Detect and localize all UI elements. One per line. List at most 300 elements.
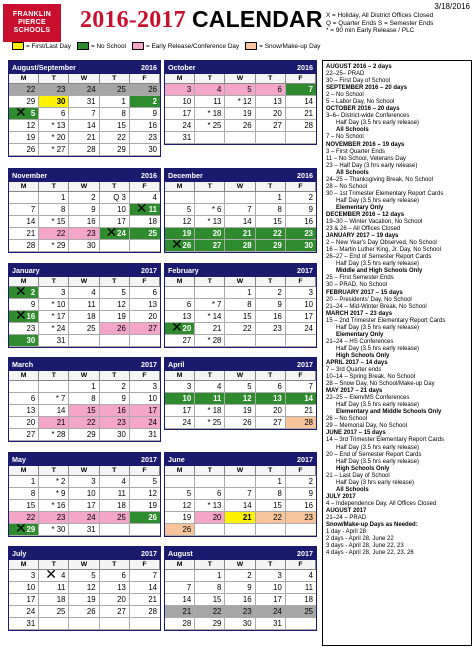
day-cell: 2 [225,570,255,582]
day-cell: 1 [39,192,69,204]
month-block [164,263,317,348]
key-line: X = Holiday, All District Offices Closed [326,12,434,19]
weekday-header: T [39,466,69,476]
day-cell: 9 [225,582,255,594]
day-cell: * 29 [39,240,69,252]
weekday-header: W [225,371,255,381]
month-year: 2017 [297,360,313,369]
day-cell: 18 [39,594,69,606]
day-cell: 1 [9,476,39,488]
weekday-header: T [195,466,225,476]
day-cell: 22 [256,228,286,240]
day-cell: 10 [256,582,286,594]
day-cell: Q 3 [100,192,130,204]
month-block [164,60,317,145]
day-cell: 1 [100,96,130,108]
day-cell: 19 [225,108,255,120]
month-summary-heading: FEBRUARY 2017 – 15 days [326,289,403,296]
day-cell: 27 [256,120,286,132]
day-cell [130,618,160,630]
month-year: 2016 [141,171,157,180]
month-summary-heading: SEPTEMBER 2016 – 20 days [326,85,408,92]
month-summary-heading: JULY 2017 [326,493,356,500]
day-cell: 20 [256,108,286,120]
day-cell: 23 [256,323,286,335]
date-note: 25 – First Semester Ends [326,275,394,282]
weekday-header: M [9,560,39,570]
weekday-header: F [130,560,160,570]
month-year: 2017 [141,549,157,558]
month-grid [165,182,316,252]
title-word: CALENDAR [192,6,323,32]
day-cell: 10 [165,96,195,108]
day-cell: 27 [165,335,195,347]
day-cell: 4 [286,570,316,582]
day-cell: 5 [225,381,255,393]
month-grid [165,277,316,347]
day-cell: 24 [165,417,195,429]
day-cell: 21 [39,417,69,429]
day-cell: * 28 [195,335,225,347]
month-summary-heading: JANUARY 2017 – 19 days [326,233,399,240]
day-cell: 26 [69,606,99,618]
day-cell: 5 [69,570,99,582]
day-cell: 3 [130,381,160,393]
day-cell: 30 [39,96,69,108]
day-cell: 10 [100,204,130,216]
date-note: 3–6– District-wide Conferences [326,113,410,120]
weekday-header: T [195,182,225,192]
day-cell: 2 ✕ [9,287,39,299]
day-cell: 20 ✕ [165,323,195,335]
month-summary-heading: APRIL 2017 – 14 days [326,359,388,366]
day-cell: 19 [165,512,195,524]
day-cell: 6 [195,488,225,500]
day-cell: 1 [195,570,225,582]
day-cell: 26 [225,417,255,429]
date-note: Elementary and Middle Schools Only [336,409,442,416]
day-cell: 11 [286,582,316,594]
day-cell: 11 [69,299,99,311]
day-cell: 3 [256,570,286,582]
weekday-header: F [286,74,316,84]
date-note: Elementary Only [336,204,384,211]
day-cell: 28 [286,417,316,429]
swatch-pink [132,42,144,50]
weekday-header: W [69,371,99,381]
day-cell: 12 [9,120,39,132]
day-cell: 26 [100,323,130,335]
day-cell: 7 [286,381,316,393]
day-cell: 5 [130,476,160,488]
month-year: 2016 [297,63,313,72]
weekday-header: T [100,560,130,570]
day-cell: 28 [286,120,316,132]
day-cell: * 13 [195,500,225,512]
date-note: 22–25– PRAD [326,71,365,78]
day-cell: 29 [256,240,286,252]
month-name: February [168,266,199,275]
color-legend [12,40,322,52]
swatch-orange [245,42,257,50]
day-cell: 14 [286,96,316,108]
date-note: 28 – No School [326,183,368,190]
day-cell [130,335,160,347]
day-cell: 2 [256,287,286,299]
day-cell: 3 [39,287,69,299]
month-summary-heading: AUGUST 2016 – 2 days [326,64,392,70]
weekday-header: F [286,466,316,476]
date-note: 21–24 – Mid-Winter Break, No School [326,303,427,310]
day-cell: 5 ✕ [9,108,39,120]
day-cell: 30 [130,144,160,156]
weekday-header: T [256,371,286,381]
day-cell: 15 [9,500,39,512]
month-block [8,357,161,442]
weekday-header: W [69,277,99,287]
day-cell: 20 [130,311,160,323]
date-note: 20 – Presidents' Day, No School [326,296,412,303]
day-cell: * 7 [39,393,69,405]
month-block [8,168,161,253]
day-cell [256,132,286,144]
day-cell: 23 [225,606,255,618]
weekday-header: T [256,277,286,287]
month-header [165,264,316,277]
day-cell [225,476,255,488]
day-cell [165,192,195,204]
weekday-header: T [195,371,225,381]
day-cell: 10 [165,393,195,405]
day-cell: 14 [165,594,195,606]
day-cell: 5 [165,204,195,216]
day-cell: 14 [130,582,160,594]
day-cell [195,476,225,488]
weekday-header: F [130,466,160,476]
date-note: 10–14 – Spring Break, No School [326,374,416,381]
day-cell: 15 [256,500,286,512]
day-cell: 17 [256,594,286,606]
day-cell [225,524,255,536]
day-cell: 25 [130,228,160,240]
date-note: 30 – PRAD, No School [326,282,388,289]
legend-first-last-day: = First/Last Day [12,42,71,50]
day-cell: * 30 [39,524,69,536]
day-cell: 24 [286,323,316,335]
weekday-header: W [225,560,255,570]
weekday-header: T [39,74,69,84]
month-summary-heading: NOVEMBER 2016 – 19 days [326,141,405,148]
title-year: 2016-2017 [80,7,186,33]
day-cell: 24 [165,120,195,132]
day-cell: * 27 [39,144,69,156]
day-cell: 23 [130,132,160,144]
day-cell: 22 [69,417,99,429]
day-cell: 10 [69,488,99,500]
date-note: 3 days - April 28, June 22, 23 [326,543,404,550]
day-cell: 8 [100,108,130,120]
day-cell [69,335,99,347]
day-cell: 23 [39,84,69,96]
month-year: 2017 [297,549,313,558]
month-summary-heading: OCTOBER 2016 – 20 days [326,106,400,113]
month-summary-heading: MAY 2017 – 21 days [326,388,383,395]
month-block [164,357,317,430]
day-cell: 27 [195,240,225,252]
month-block [8,60,161,157]
date-note: 30 – 1st Trimester Elementary Report Cards [326,190,444,197]
day-cell: 3 [9,570,39,582]
day-cell: 17 [100,216,130,228]
day-cell [225,192,255,204]
month-header [165,453,316,466]
day-cell [130,240,160,252]
day-cell: * 2 [39,476,69,488]
weekday-header: W [69,182,99,192]
month-header [9,61,160,74]
day-cell: 13 [256,393,286,405]
month-year: 2017 [141,360,157,369]
month-grid [9,182,160,252]
day-cell [256,524,286,536]
day-cell: 12 [165,500,195,512]
day-cell: 3 [165,84,195,96]
day-cell: 29 [195,618,225,630]
month-name: June [168,455,185,464]
month-header [9,264,160,277]
date-note: 30 – First Day of School [326,78,391,85]
day-cell [39,618,69,630]
day-cell: * 17 [39,311,69,323]
date-note: 15 – 2nd Trimester Elementary Report Cards [326,317,446,324]
day-cell: 30 [9,335,39,347]
day-cell [195,524,225,536]
weekday-header: M [165,371,195,381]
date-note: 23 & 26 – All Offices Closed [326,226,401,233]
day-cell: * 13 [195,216,225,228]
weekday-header: M [165,560,195,570]
month-summary-heading: MARCH 2017 – 23 days [326,310,393,317]
day-cell [256,335,286,347]
date-note: 16 – Martin Luther King, Jr. Day, No School [326,247,441,254]
weekday-header: F [130,371,160,381]
day-cell: 14 [225,500,255,512]
day-cell: 1 [225,287,255,299]
day-cell: 23 [69,228,99,240]
weekday-header: M [9,466,39,476]
month-name: July [12,549,27,558]
date-note: High Schools Only [336,465,390,472]
date-note: 2 – No School [326,92,364,99]
day-cell: 16 ✕ [9,311,39,323]
month-year: 2017 [141,266,157,275]
day-cell: 1 [256,476,286,488]
day-cell [9,192,39,204]
day-cell [286,524,316,536]
day-cell: 6 [9,393,39,405]
date-note: 7 – 3rd Quarter ends [326,367,382,374]
weekday-header: T [100,466,130,476]
day-cell: 16 [130,120,160,132]
symbol-key [326,12,470,35]
month-header [165,169,316,182]
day-cell: 29 [100,144,130,156]
day-cell: 10 [9,582,39,594]
day-cell: 1 [256,192,286,204]
day-cell: 12 [100,299,130,311]
day-cell: 12 [130,488,160,500]
day-cell: 8 [256,204,286,216]
month-header [9,358,160,371]
date-note: All Schools [336,486,369,493]
date-note: 2 days - April 28, June 22 [326,536,394,543]
month-name: May [12,455,26,464]
weekday-header: T [256,560,286,570]
day-cell: 30 [69,240,99,252]
day-cell [195,132,225,144]
weekday-header: T [256,466,286,476]
day-cell: 12 [165,216,195,228]
date-note: 26–27 – End of Semester Report Cards [326,254,432,261]
day-cell: 22 [39,228,69,240]
key-line: Q = Quarter Ends S = Semester Ends [326,19,434,27]
day-cell: 18 [100,500,130,512]
day-cell: 18 [130,216,160,228]
day-cell [165,287,195,299]
weekday-header: T [100,74,130,84]
day-cell: 28 [9,240,39,252]
date-note: Snow/Make-up Days as Needed: [326,522,418,529]
month-header [9,453,160,466]
day-cell: 20 [195,512,225,524]
day-cell: 22 [256,512,286,524]
legend-snow-makeup: = Snow/Make-up Day [245,42,320,50]
day-cell: * 18 [195,405,225,417]
day-cell: 13 [256,96,286,108]
day-cell: 24 [130,417,160,429]
day-cell: 21 [9,228,39,240]
day-cell: 31 [39,335,69,347]
weekday-header: W [225,277,255,287]
day-cell: 29 [69,429,99,441]
day-cell: 29 ✕ [9,524,39,536]
month-summary-heading: JUNE 2017 – 15 days [326,430,386,437]
day-cell: 10 [286,299,316,311]
day-cell: 15 [256,216,286,228]
day-cell: 14 [225,216,255,228]
day-cell: 4 [69,287,99,299]
month-header [165,358,316,371]
day-cell: * 9 [39,488,69,500]
weekday-header: T [39,277,69,287]
day-cell: 23 [100,417,130,429]
day-cell: 26 ✕ [165,240,195,252]
date-note: 21–24 – HS Conferences [326,338,394,345]
day-cell: 21 [69,132,99,144]
day-cell: 31 [256,618,286,630]
day-cell: 21 [225,512,255,524]
swatch-yellow [12,42,24,50]
month-year: 2016 [141,63,157,72]
date-note: 5 – Labor Day, No School [326,99,395,106]
day-cell: 18 [286,594,316,606]
date-note: 7 – No School [326,134,364,141]
day-cell: 31 [165,132,195,144]
weekday-header: M [165,74,195,84]
weekday-header: T [195,560,225,570]
day-cell [286,618,316,630]
date-note: 22–25 – Elem/MS Conferences [326,395,410,402]
day-cell: 9 [130,108,160,120]
weekday-header: F [130,74,160,84]
day-cell [195,192,225,204]
day-cell: 20 [9,417,39,429]
day-cell: 7 [225,204,255,216]
day-cell: 11 [195,96,225,108]
weekday-header: T [100,371,130,381]
day-cell: 6 [100,570,130,582]
month-year: 2017 [141,455,157,464]
day-cell: 7 [165,582,195,594]
day-cell: 2 [286,476,316,488]
month-year: 2017 [297,455,313,464]
month-name: October [168,63,196,72]
day-cell: 24 [9,606,39,618]
month-block [164,168,317,253]
month-summary-heading: AUGUST 2017 [326,507,367,514]
day-cell: 24 [69,512,99,524]
day-cell: 8 [225,299,255,311]
day-cell: 5 [165,488,195,500]
day-cell: 29 [9,96,39,108]
month-name: January [12,266,40,275]
day-cell [69,618,99,630]
month-name: August [168,549,193,558]
month-name: December [168,171,203,180]
month-year: 2016 [297,171,313,180]
day-cell: 22 [195,606,225,618]
day-cell: 17 [286,311,316,323]
day-cell: 17 [165,405,195,417]
day-cell: 23 [286,512,316,524]
day-cell: 7 [225,488,255,500]
weekday-header: T [195,277,225,287]
weekday-header: T [39,182,69,192]
month-header [165,61,316,74]
day-cell: 2 [286,192,316,204]
day-cell: 9 [256,299,286,311]
date-note: Half Day (3.5 hrs early release) [336,261,420,268]
day-cell [286,132,316,144]
weekday-header: T [256,182,286,192]
day-cell: 19 [100,311,130,323]
important-dates-panel [322,60,472,646]
day-cell: 24 ✕ [100,228,130,240]
day-cell: 27 [256,417,286,429]
date-note: Half Day (3.5 hrs early release) [336,402,420,409]
day-cell: 16 [286,500,316,512]
day-cell: 27 [9,429,39,441]
day-cell: 2 [100,381,130,393]
day-cell: 9 [286,204,316,216]
day-cell: 17 [130,405,160,417]
month-block [164,546,317,631]
date-note: 26 – No School [326,416,368,423]
day-cell [195,287,225,299]
day-cell: 19 [9,132,39,144]
day-cell: 28 [225,240,255,252]
day-cell: 21 [286,405,316,417]
